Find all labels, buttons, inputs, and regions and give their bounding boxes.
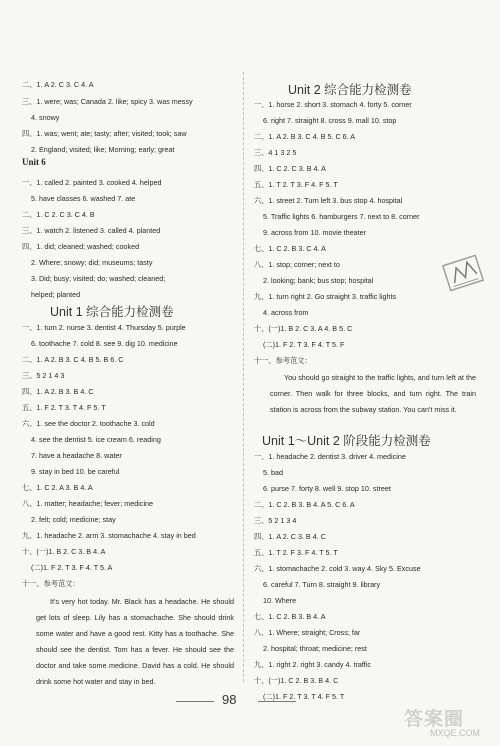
unit2-test-title: Unit 2 综合能力检测卷 — [288, 83, 412, 97]
stamp-icon — [439, 249, 487, 297]
answer-line: 二、1. C 2. C 3. C 4. B — [22, 210, 95, 219]
answer-line: 3. Did; busy; visited; do; washed; cleaned; — [31, 274, 166, 283]
answer-line: 六、1. stomachache 2. cold 3. way 4. Sky 5. Excuse — [254, 564, 421, 573]
page-dash-right — [258, 701, 296, 702]
answer-line: 三、4 1 3 2 5 — [254, 148, 297, 157]
answer-line: 九、1. right 2. right 3. candy 4. traffic — [254, 660, 371, 669]
answer-line: 一、1. headache 2. dentist 3. driver 4. medicine — [254, 452, 406, 461]
answer-line: 五、1. F 2. T 3. T 4. F 5. T — [22, 403, 106, 412]
answer-line: 6. toothache 7. cold 8. see 9. dig 10. medicine — [31, 339, 178, 348]
answer-line: 4. across from — [263, 308, 309, 317]
answer-line: 八、1. stop; corner; next to — [254, 260, 340, 269]
answer-line: 十、(一)1. B 2. C 3. A 4. B 5. C — [254, 324, 353, 333]
answer-line: 二、1. A 2. C 3. C 4. A — [22, 80, 94, 89]
answer-line: (二)1. F 2. T 3. F 4. T 5. A — [31, 563, 113, 572]
answer-line: 六、1. see the doctor 2. toothache 3. cold — [22, 419, 155, 428]
answer-line: (二)1. F 2. T 3. F 4. T 5. F — [263, 340, 345, 349]
answer-line: 2. England; visited; like; Morning; early; great — [31, 145, 175, 154]
page-dash-left — [176, 701, 214, 702]
answer-line: 十、(一)1. B 2. C 3. B 4. A — [22, 547, 106, 556]
unit6-heading: Unit 6 — [22, 157, 46, 167]
answer-line: 9. across from 10. movie theater — [263, 228, 367, 237]
answer-line: 十、(一)1. C 2. B 3. B 4. C — [254, 676, 339, 685]
column-divider — [243, 72, 244, 682]
unit1-test-title: Unit 1 综合能力检测卷 — [50, 305, 174, 319]
answer-line: 八、1. Where; straight; Cross; far — [254, 628, 361, 637]
answer-line: 五、1. T 2. F 3. F 4. T 5. T — [254, 548, 338, 557]
right-essay: You should go straight to the traffic lights, and turn left at the corner. Then walk for three blocks, and turn right. The train station is across from the subway station. You can't miss it. — [270, 373, 476, 414]
answer-line: 三、1. watch 2. listened 3. called 4. planted — [22, 226, 161, 235]
answer-line: 九、1. turn right 2. Go straight 3. traffic lights — [254, 292, 397, 301]
answer-line: 四、1. A 2. C 3. B 4. C — [254, 532, 326, 541]
answer-line: 5. bad — [263, 468, 283, 477]
answer-line: 6. purse 7. forty 8. well 9. stop 10. street — [263, 484, 391, 493]
page-number: 98 — [222, 692, 237, 707]
answer-line: 四、1. did; cleaned; washed; cooked — [22, 242, 140, 251]
answer-line: 2. Where; snowy; did; museums; tasty — [31, 258, 153, 267]
answer-line: 二、1. A 2. B 3. C 4. B 5. B 6. C — [22, 355, 124, 364]
answer-line: 五、1. T 2. T 3. F 4. F 5. T — [254, 180, 338, 189]
answer-line: 四、1. A 2. B 3. B 4. C — [22, 387, 94, 396]
answer-line: helped; planted — [31, 290, 81, 299]
stage-test-title: Unit 1～Unit 2 阶段能力检测卷 — [262, 434, 431, 448]
answer-line: 一、1. called 2. painted 3. cooked 4. helped — [22, 178, 162, 187]
answer-line: 四、1. was; went; ate; tasty; after; visited; took; saw — [22, 129, 187, 138]
answer-line: 三、5 2 1 3 4 — [254, 516, 297, 525]
watermark-logo: 答案圈 — [404, 709, 465, 730]
answer-line: 7. have a headache 8. water — [31, 451, 122, 460]
answer-line: (二)1. F 2. T 3. T 4. F 5. T — [263, 692, 345, 701]
answer-line: 三、1. were; was; Canada 2. like; spicy 3. was messy — [22, 97, 193, 106]
answer-line: 十一、参考范文： — [22, 579, 80, 588]
answer-line: 九、1. headache 2. arm 3. stomachache 4. stay in bed — [22, 531, 196, 540]
answer-line: 5. Traffic lights 6. hamburgers 7. next to 8. corner — [263, 212, 420, 221]
answer-line: 七、1. C 2. A 3. B 4. A — [22, 483, 93, 492]
answer-line: 9. stay in bed 10. be careful — [31, 467, 120, 476]
answer-line: 二、1. C 2. B 3. B 4. A 5. C 6. A — [254, 500, 355, 509]
answer-line: 4. see the dentist 5. ice cream 6. reading — [31, 435, 161, 444]
watermark-url: MXQE.COM — [430, 728, 481, 738]
answer-line: 6. careful 7. Turn 8. straight 9. library — [263, 580, 381, 589]
answer-line: 6. right 7. straight 8. cross 9. mall 10. stop — [263, 116, 397, 125]
answer-line: 六、1. street 2. Turn left 3. bus stop 4. hospital — [254, 196, 403, 205]
answer-line: 4. snowy — [31, 113, 60, 122]
answer-line: 2. looking; bank; bus stop; hospital — [263, 276, 374, 285]
answer-line: 2. felt; cold; medicine; stay — [31, 515, 116, 524]
answer-line: 七、1. C 2. B 3. C 4. A — [254, 244, 326, 253]
answer-line: 四、1. C 2. C 3. B 4. A — [254, 164, 326, 173]
answer-line: 七、1. C 2. B 3. B 4. A — [254, 612, 326, 621]
answer-line: 一、1. turn 2. nurse 3. dentist 4. Thursday 5. purple — [22, 323, 186, 332]
answer-line: 10. Where — [263, 596, 297, 605]
answer-line: 二、1. A 2. B 3. C 4. B 5. C 6. A — [254, 132, 356, 141]
answer-line: 2. hospital; throat; medicine; rest — [263, 644, 367, 653]
answer-line: 十一、参考范文： — [254, 356, 312, 365]
answer-line: 5. have classes 6. washed 7. ate — [31, 194, 136, 203]
answer-line: 三、5 2 1 4 3 — [22, 371, 65, 380]
answer-line: 一、1. horse 2. short 3. stomach 4. forty 5. corner — [254, 100, 412, 109]
left-essay: It's very hot today. Mr. Black has a headache. He should get lots of sleep. Lily has a stomachache. She should drink some water and have a good rest. Kitty has a toothache. She should see the dentist. Tom has a fever. He should see the doctor and take some medicine. David has a cold. He should drink some hot water and stay in bed. — [36, 597, 234, 686]
answer-line: 八、1. matter; headache; fever; medicine — [22, 499, 154, 508]
